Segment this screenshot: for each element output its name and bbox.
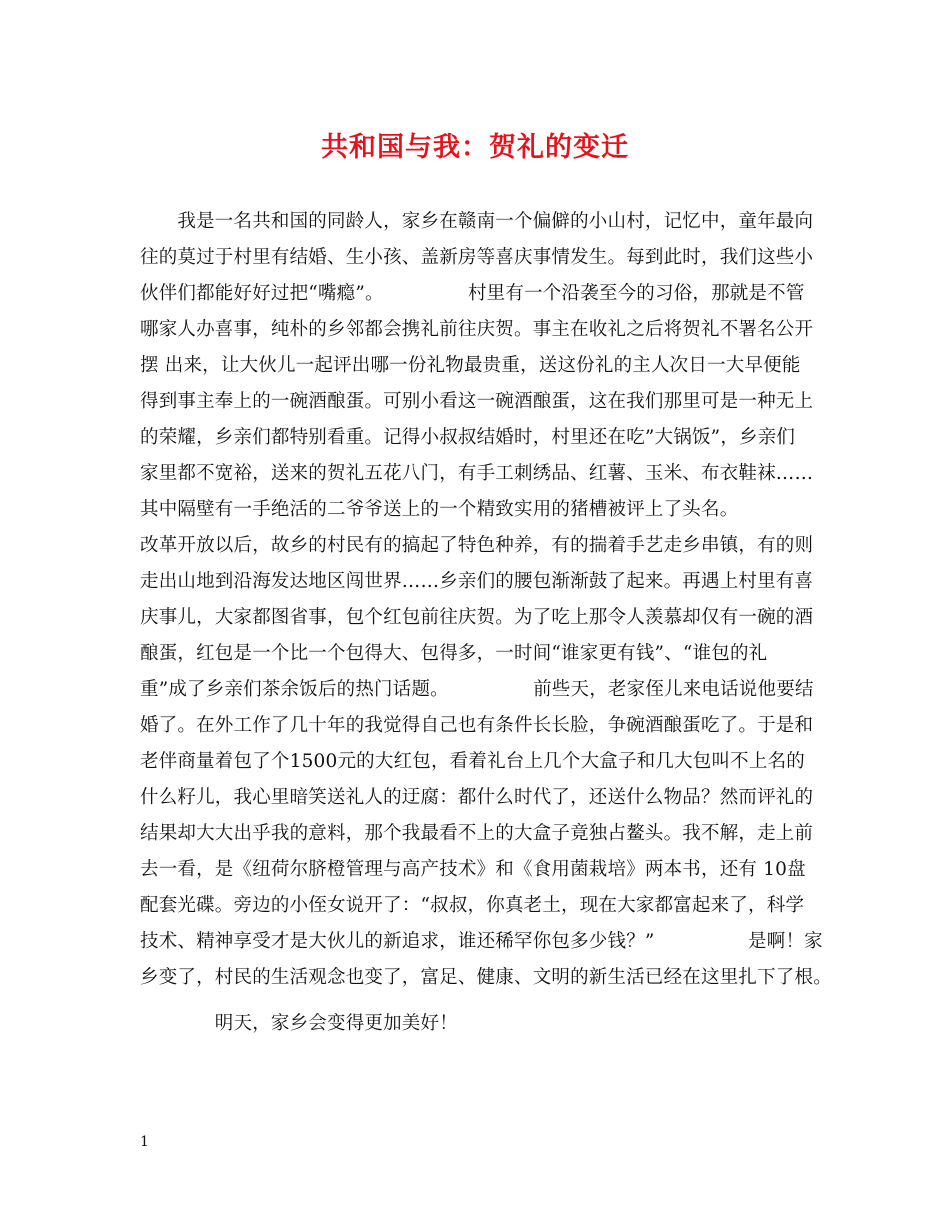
body-line: 伙伴们都能好好过把“嘴瘾”。 村里有一个沿袭至今的习俗，那就是不管 <box>140 283 805 304</box>
body-line: 重”成了乡亲们茶余饭后的热门话题。 前些天，老家侄儿来电话说他要结 <box>140 679 814 700</box>
body-line: 哪家人办喜事，纯朴的乡邻都会携礼前往庆贺。事主在收礼之后将贺礼不署名公开 <box>140 319 814 340</box>
body-line: 老伴商量着包了个1500元的大红包，看着礼台上几个大盒子和几大包叫不上名的 <box>140 751 805 772</box>
body-line: 配套光碟。旁边的小侄女说开了：“叔叔，你真老土，现在大家都富起来了，科学 <box>140 895 805 916</box>
body-line: 结果却大大出乎我的意料，那个我最看不上的大盒子竟独占鳌头。我不解，走上前 <box>140 823 814 844</box>
page-number: 1 <box>140 1134 149 1150</box>
body-line: 走出山地到沿海发达地区闯世界……乡亲们的腰包渐渐鼓了起来。再遇上村里有喜 <box>140 571 814 592</box>
page-title: 共和国与我：贺礼的变迁 <box>321 132 629 163</box>
body-line: 婚了。在外工作了几十年的我觉得自己也有条件长长脸，争碗酒酿蛋吃了。于是和 <box>140 715 814 736</box>
body-line: 往的莫过于村里有结婚、生小孩、盖新房等喜庆事情发生。每到此时，我们这些小 <box>140 247 814 268</box>
body-line: 去一看，是《纽荷尔脐橙管理与高产技术》和《食用菌栽培》两本书，还有 10盘 <box>140 859 806 880</box>
body-line: 的荣耀，乡亲们都特别看重。记得小叔叔结婚时，村里还在吃”大锅饭”，乡亲们 <box>140 427 796 448</box>
body-line: 摆 出来，让大伙儿一起评出哪一份礼物最贵重，送这份礼的主人次日一大早便能 <box>140 355 801 376</box>
body-line: 技术、精神享受才是大伙儿的新追求，谁还稀罕你包多少钱？” 是啊！家 <box>140 931 823 952</box>
body-line: 乡变了，村民的生活观念也变了，富足、健康、文明的新生活已经在这里扎下了根。 <box>140 967 832 988</box>
body-line: 明天，家乡会变得更加美好！ <box>140 1013 458 1034</box>
body-line: 得到事主奉上的一碗酒酿蛋。可别小看这一碗酒酿蛋，这在我们那里可是一种无上 <box>140 391 814 412</box>
body-line: 什么籽儿，我心里暗笑送礼人的迂腐：都什么时代了，还送什么物品？然而评礼的 <box>140 787 814 808</box>
body-line: 酿蛋，红包是一个比一个包得大、包得多，一时间“谁家更有钱”、“谁包的礼 <box>140 643 768 664</box>
body-line: 我是一名共和国的同龄人，家乡在赣南一个偏僻的小山村，记忆中，童年最向 <box>140 211 814 232</box>
body-line: 庆事儿，大家都图省事，包个红包前往庆贺。为了吃上那令人羡慕却仅有一碗的酒 <box>140 607 814 628</box>
body-line: 改革开放以后，故乡的村民有的搞起了特色种养，有的揣着手艺走乡串镇，有的则 <box>140 535 814 556</box>
body-line: 其中隔壁有一手绝活的二爷爷送上的一个精致实用的猪槽被评上了头名。 <box>140 499 739 520</box>
body-line: 家里都不宽裕，送来的贺礼五花八门，有手工刺绣品、红薯、玉米、布衣鞋袜…… <box>140 463 814 484</box>
